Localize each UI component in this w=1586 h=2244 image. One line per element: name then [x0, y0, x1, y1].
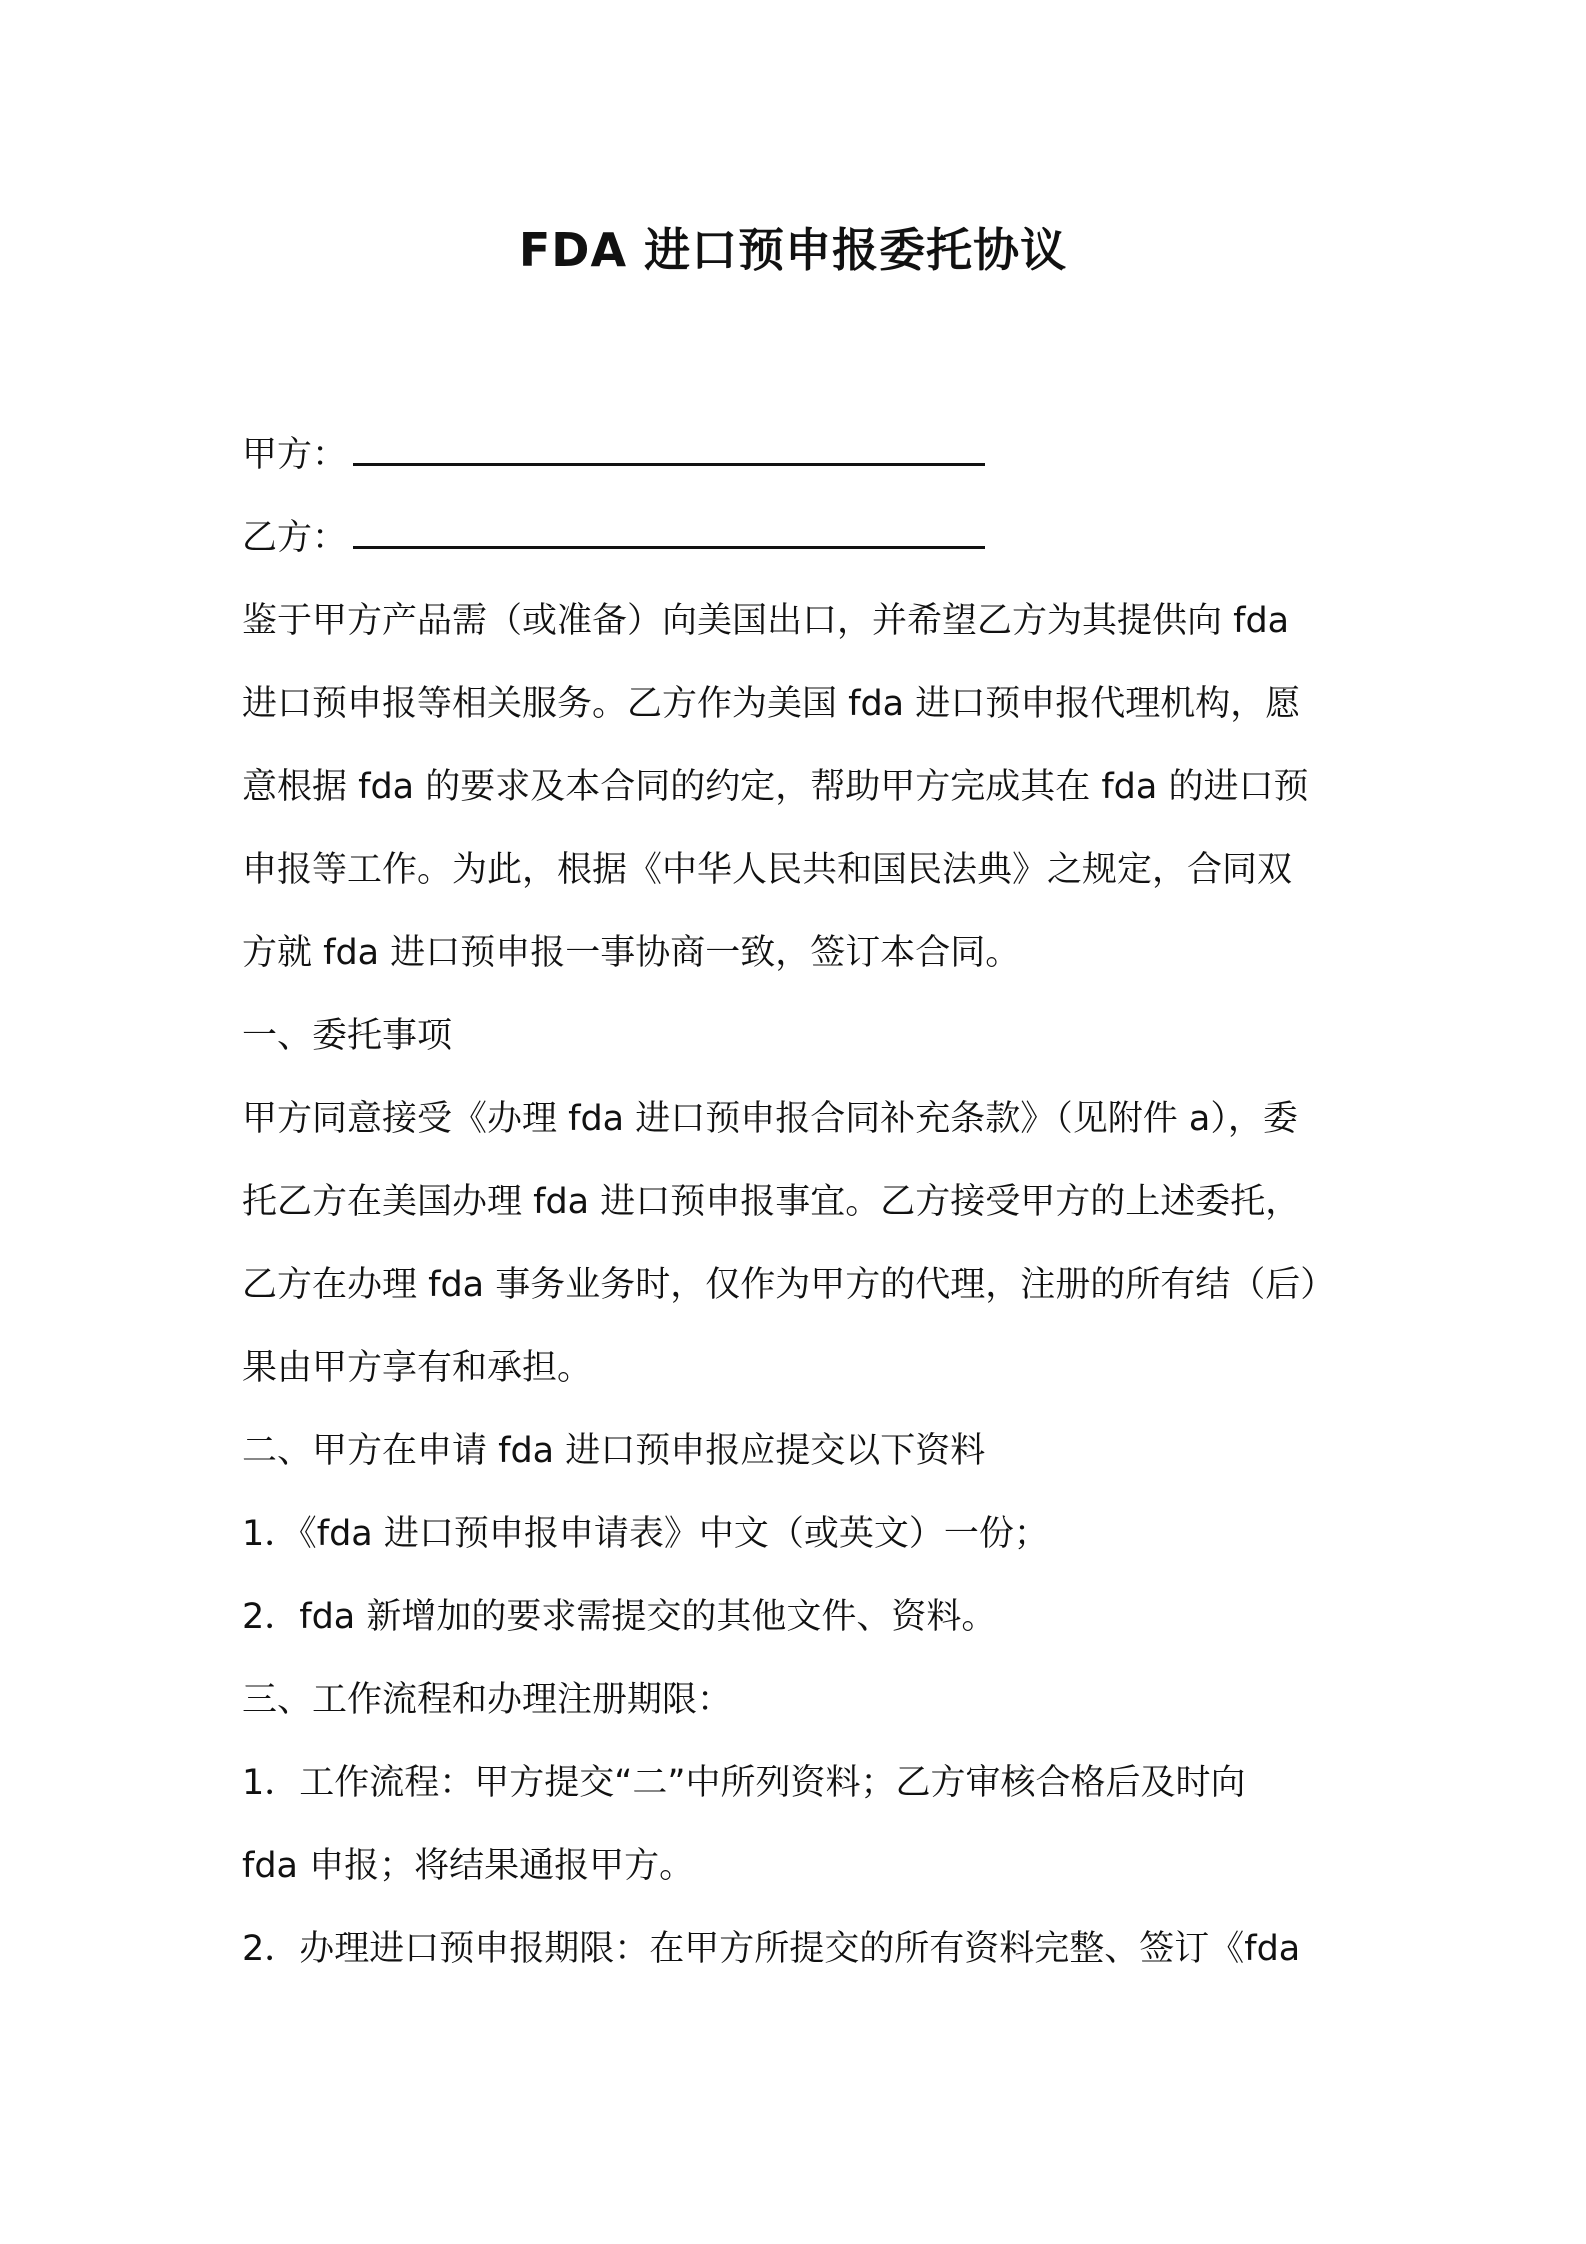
- paragraph-line: 意根据 fda 的要求及本合同的约定，帮助甲方完成其在 fda 的进口预: [242, 767, 1309, 807]
- paragraph-line: 进口预申报等相关服务。乙方作为美国 fda 进口预申报代理机构，愿: [242, 684, 1301, 724]
- paragraph-line: 申报等工作。为此，根据《中华人民共和国民法典》之规定，合同双: [242, 850, 1293, 890]
- paragraph-line: 方就 fda 进口预申报一事协商一致，签订本合同。: [242, 933, 1021, 973]
- list-item: 1．工作流程：甲方提交“二”中所列资料；乙方审核合格后及时向: [242, 1763, 1246, 1803]
- paragraph-line: fda 申报；将结果通报甲方。: [242, 1846, 695, 1886]
- party-b-label: 乙方：: [242, 518, 348, 558]
- list-item: 1．《fda 进口预申报申请表》中文（或英文）一份；: [242, 1514, 1049, 1554]
- document-title: FDA 进口预申报委托协议: [518, 223, 1068, 277]
- list-item: 2．办理进口预申报期限：在甲方所提交的所有资料完整、签订《fda: [242, 1929, 1301, 1969]
- paragraph-line: 甲方同意接受《办理 fda 进口预申报合同补充条款》（见附件 a），委: [242, 1099, 1298, 1139]
- section-heading: 三、工作流程和办理注册期限：: [242, 1680, 733, 1720]
- party-a-line: [242, 414, 1352, 497]
- party-a-blank: [353, 426, 985, 466]
- paragraph-line: 果由甲方享有和承担。: [242, 1348, 593, 1388]
- list-item: 2．fda 新增加的要求需提交的其他文件、资料。: [242, 1597, 997, 1637]
- section-heading: 一、委托事项: [242, 1016, 453, 1056]
- party-b-line: [242, 497, 1352, 580]
- paragraph-line: 托乙方在美国办理 fda 进口预申报事宜。乙方接受甲方的上述委托，: [242, 1182, 1301, 1222]
- paragraph-line: 乙方在办理 fda 事务业务时，仅作为甲方的代理，注册的所有结（后）: [242, 1265, 1336, 1305]
- document-body: [242, 414, 1352, 1991]
- party-b-blank: [353, 509, 985, 549]
- section-heading: 二、甲方在申请 fda 进口预申报应提交以下资料: [242, 1431, 986, 1471]
- paragraph-line: 鉴于甲方产品需（或准备）向美国出口，并希望乙方为其提供向 fda: [242, 601, 1290, 641]
- party-a-label: 甲方：: [242, 435, 348, 475]
